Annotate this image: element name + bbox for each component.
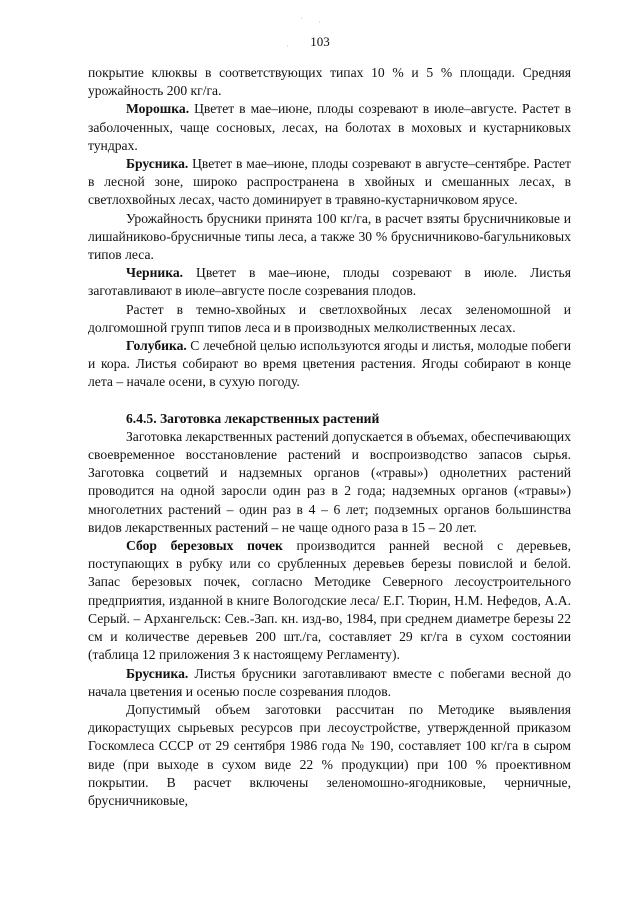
scan-speck: · [286, 42, 289, 51]
paragraph [88, 665, 571, 701]
paragraph-text: Цветет в мае–июне, плоды созревают в июле. Листья заготавливают в июле–августе после созревания плодов. [88, 265, 571, 299]
term-chernika: Черника. [126, 265, 184, 281]
paragraph: Заготовка лекарственных растений допускается в объемах, обеспечивающих своевременное восстановление растений и воспроизводство запасов сырья. Заготовка соцветий и надземных органов («травы») однолетних растений проводится на одной заросли один раз в 2 года; надземных органов («травы») многолетних растений – один раз в 4 – 6 лет; подземных органов большинства видов лекарственных растений – не чаще одного раза в 15 – 20 лет. [88, 428, 571, 535]
paragraph-text: С лечебной целью используются ягоды и листья, молодые побеги и кора. Листья собирают во время цветения растения. Ягоды собирают в конце лета – начале осени, в сухую погоду. [88, 338, 571, 390]
page-body [88, 64, 571, 810]
section-heading: 6.4.5. Заготовка лекарственных растений [126, 410, 380, 426]
page-number: 103 [310, 34, 330, 49]
paragraph: Растет в темно-хвойных и светлохвойных лесах зеленомошной и долгомошной групп типов леса и в производных мелколиственных лесах. [88, 301, 571, 335]
paragraph-text: Цветет в мае–июне, плоды созревают в августе–сентябре. Растет в лесной зоне, широко распространена в хвойных и смешанных лесах, в светлохвойных лесах, часто доминирует в травяно-кустарничковом ярусе. [88, 156, 571, 208]
paragraph-text: Цветет в мае–июне, плоды созревают в июле–августе. Растет в заболоченных, чаще сосновых, лесах, на болотах в моховых и кустарниковых тундрах. [88, 101, 571, 153]
term-brusnika: Брусника. [126, 156, 189, 172]
paragraph [88, 155, 571, 210]
paragraph-text: производится ранней весной с деревьев, поступающих в рубку или со срубленных деревьев березы повислой и белой. Запас березовых почек, согласно Методике Северного лесоустроительного предприятия, изданной в книге Вологодские леса/ Е.Г. Тюрин, Н.М. Нефедов, А.А. Серый. – Архангельск: Сев.-Зап. кн. изд-во, 1984, при среднем диаметре березы 22 см и количестве деревьев 200 шт./га, составляет 29 кг/га в сухом состоянии (таблица 12 приложения 3 к настоящему Регламенту). [88, 538, 571, 663]
paragraph: покрытие клюквы в соответствующих типах 10 % и 5 % площади. Средняя урожайность 200 кг/га. [88, 65, 571, 99]
paragraph [88, 337, 571, 392]
term-golubika: Голубика. [126, 338, 187, 354]
term-birch-buds: Сбор березовых почек [126, 538, 283, 554]
paragraph [88, 537, 571, 664]
term-brusnika-leaves: Брусника. [126, 665, 189, 681]
paragraph-text: Листья брусники заготавливают вместе с побегами весной до начала цветения и осенью после созревания плодов. [88, 665, 571, 699]
paragraph [88, 264, 571, 300]
paragraph: Допустимый объем заготовки рассчитан по Методике выявления дикорастущих сырьевых ресурсов при лесоустройстве, утвержденной приказом Госкомлеса СССР от 29 сентября 1986 года № 190, составляет 100 кг/га в сыром виде (при выходе в сухом виде 22 % продукции) при 100 % проективном покрытии. В расчет включены зеленомошно-ягодниковые, черничные, брусничниковые, [88, 701, 571, 808]
scan-speck: · [318, 18, 321, 27]
paragraph [88, 100, 571, 155]
term-moroshka: Морошка. [126, 101, 190, 117]
scan-speck: · [300, 14, 303, 23]
paragraph: Урожайность брусники принята 100 кг/га, в расчет взяты брусничниковые и лишайниково-брусничные типы леса, а также 30 % брусничниково-багульниковых типов леса. [88, 210, 571, 263]
